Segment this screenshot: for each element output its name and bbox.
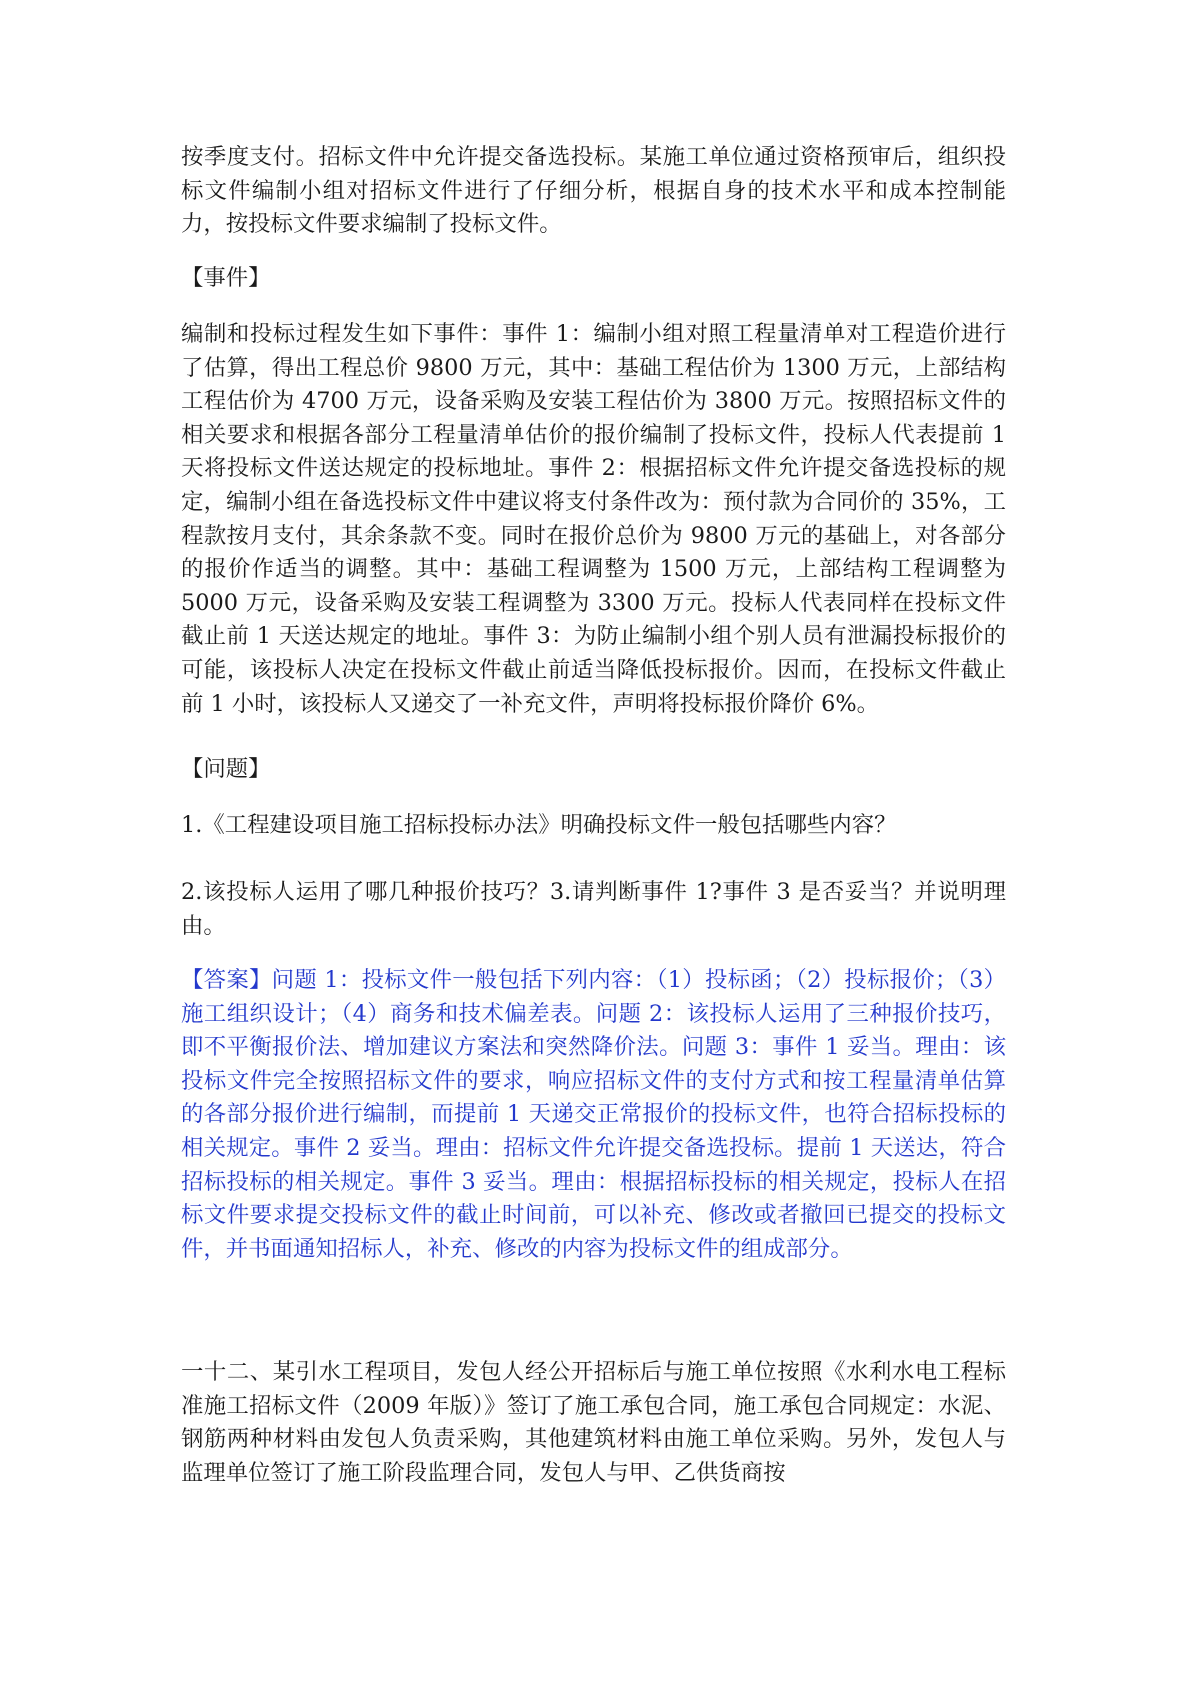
question-1: 1.《工程建设项目施工招标投标办法》明确投标文件一般包括哪些内容？ bbox=[181, 812, 897, 838]
intro-paragraph: 按季度支付。招标文件中允许提交备选投标。某施工单位通过资格预审后，组织投标文件编制小组对招标文件进行了仔细分析，根据自身的技术水平和成本控制能力，按投标文件要求编制了投标文件。 bbox=[181, 144, 1006, 238]
next-question-paragraph: 一十二、某引水工程项目，发包人经公开招标后与施工单位按照《水利水电工程标准施工招标文件（2009 年版）》签订了施工承包合同，施工承包合同规定：水泥、钢筋两种材料由发包人负责采购，其他建筑材料由施工单位采购。另外，发包人与监理单位签订了施工阶段监理合同，发包人与甲、乙供货商按 bbox=[181, 1359, 1006, 1486]
question-heading: 【问题】 bbox=[181, 756, 271, 782]
event-heading: 【事件】 bbox=[181, 265, 271, 291]
answer-paragraph: 【答案】问题 1：投标文件一般包括下列内容：（1）投标函；（2）投标报价；（3）施工组织设计；（4）商务和技术偏差表。问题 2：该投标人运用了三种报价技巧，即不平衡报价法、增加建议方案法和突然降价法。问题 3：事件 1 妥当。理由：该投标文件完全按照招标文件的要求，响应招标文件的支付方式和按工程量清单估算的各部分报价进行编制，而提前 1 天递交正常报价的投标文件，也符合招标投标的相关规定。事件 2 妥当。理由：招标文件允许提交备选投标。提前 1 天送达，符合招标投标的相关规定。事件 3 妥当。理由：根据招标投标的相关规定，投标人在招标文件要求提交投标文件的截止时间前，可以补充、修改或者撤回已提交的投标文件，并书面通知招标人，补充、修改的内容为投标文件的组成部分。 bbox=[181, 967, 1006, 1262]
event-paragraph: 编制和投标过程发生如下事件：事件 1：编制小组对照工程量清单对工程造价进行了估算，得出工程总价 9800 万元，其中：基础工程估价为 1300 万元，上部结构工程估价为 4700 万元，设备采购及安装工程估价为 3800 万元。按照招标文件的相关要求和根据各部分工程量清单估价的报价编制了投标文件，投标人代表提前 1 天将投标文件送达规定的投标地址。事件 2：根据招标文件允许提交备选投标的规定，编制小组在备选投标文件中建议将支付条件改为：预付款为合同价的 35%，工程款按月支付，其余条款不变。同时在报价总价为 9800 万元的基础上，对各部分的报价作适当的调整。其中：基础工程调整为 1500 万元，上部结构工程调整为 5000 万元，设备采购及安装工程调整为 3300 万元。投标人代表同样在投标文件截止前 1 天送达规定的地址。事件 3：为防止编制小组个别人员有泄漏投标报价的可能，该投标人决定在投标文件截止前适当降低投标报价。因而，在投标文件截止前 1 小时，该投标人又递交了一补充文件，声明将投标报价降价 6%。 bbox=[181, 321, 1006, 717]
question-2: 2.该投标人运用了哪几种报价技巧？3.请判断事件 1?事件 3 是否妥当？并说明理由。 bbox=[181, 879, 1006, 939]
